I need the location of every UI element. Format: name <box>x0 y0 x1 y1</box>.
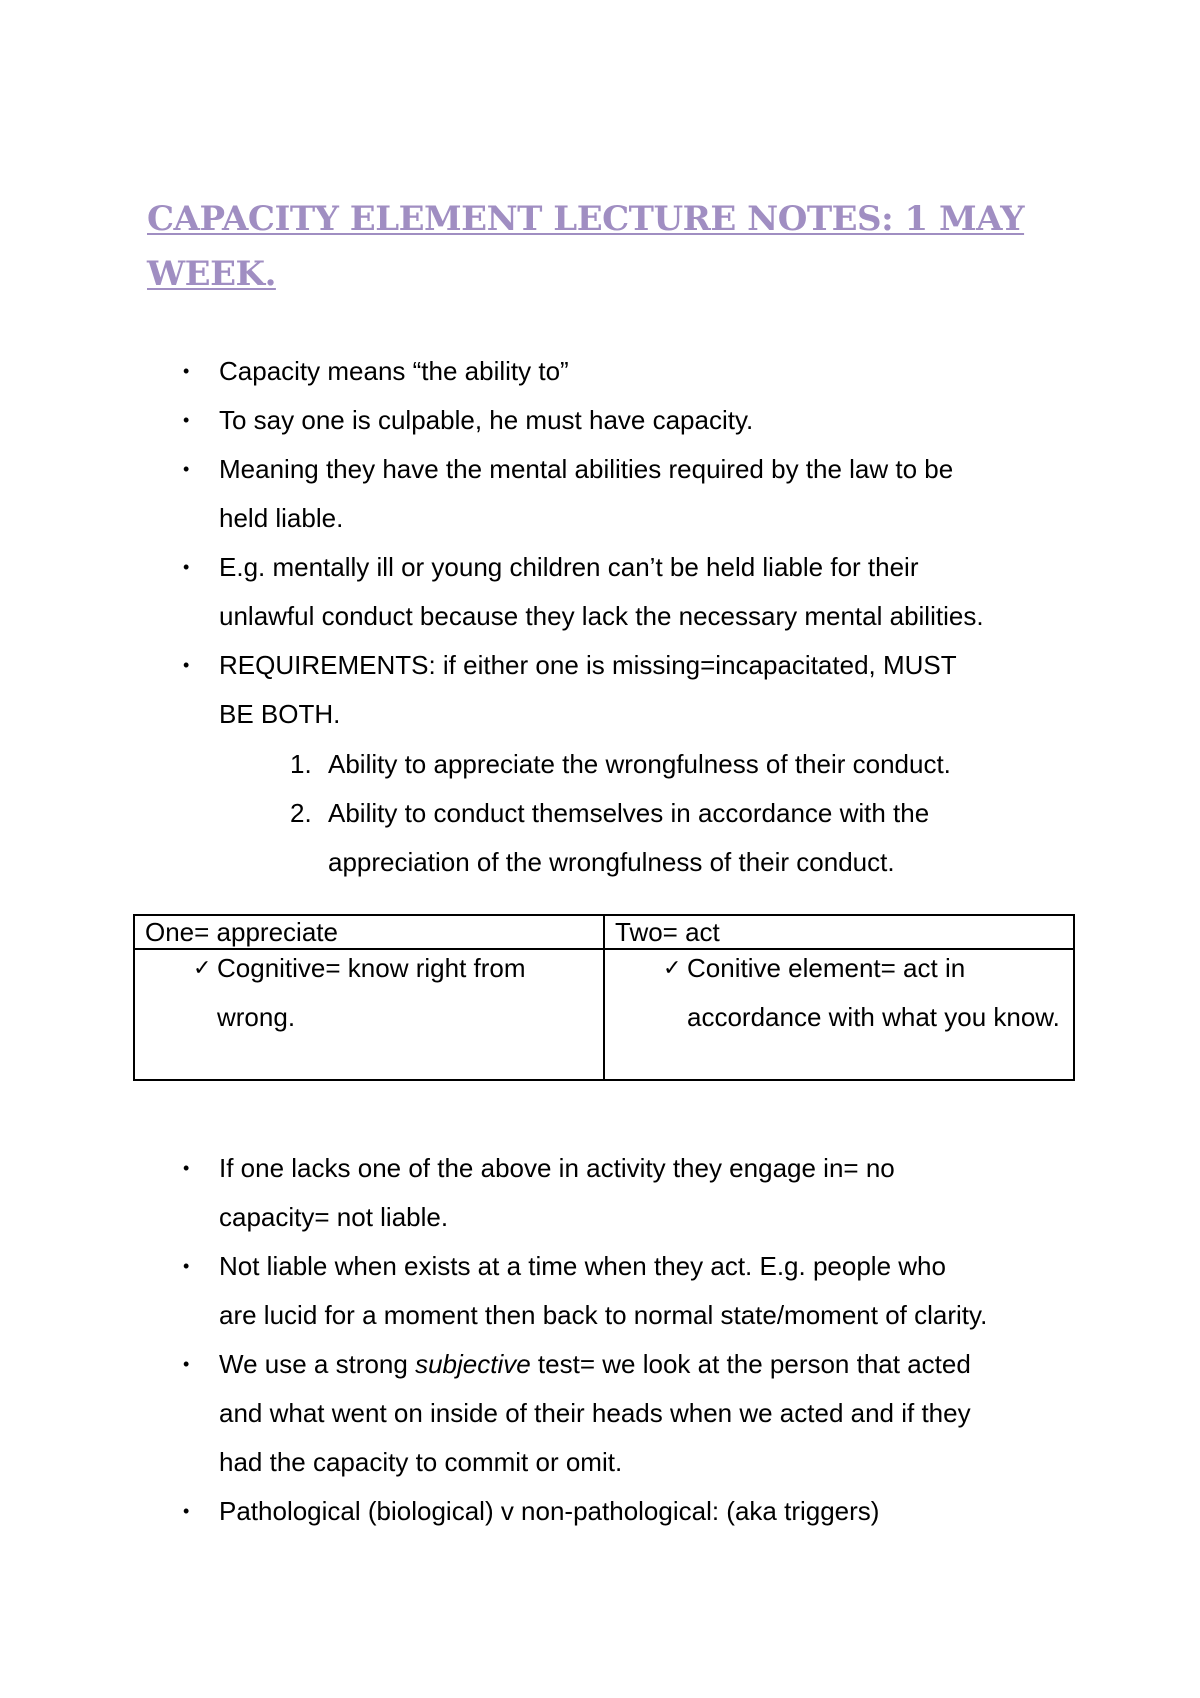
bullet-icon: • <box>183 655 190 675</box>
list-item <box>183 1144 987 1242</box>
requirement-text: Ability to appreciate the wrongfulness of their conduct. <box>328 749 951 779</box>
list-item <box>183 641 984 739</box>
bullet-text: To say one is culpable, he must have capacity. <box>219 405 754 435</box>
bullet-text-continued: had the capacity to commit or omit. <box>219 1447 623 1477</box>
capacity-table <box>133 914 1075 1081</box>
bullet-text-continued: are lucid for a moment then back to normal state/moment of clarity. <box>219 1300 988 1330</box>
table-header-act: Two= act <box>604 915 1074 949</box>
requirement-item <box>290 740 951 789</box>
table-cell-cognitive <box>134 949 604 1080</box>
bullet-text-continued: capacity= not liable. <box>219 1202 449 1232</box>
table-header-appreciate: One= appreciate <box>134 915 604 949</box>
cell-text: Conitive element= act in accordance with what you know. <box>687 953 1060 1032</box>
bullet-text-continued: and what went on inside of their heads when we acted and if they <box>219 1398 971 1428</box>
bullet-text: Meaning they have the mental abilities required by the law to be <box>219 454 954 484</box>
check-item <box>145 944 593 1042</box>
table-cell-conitive <box>604 949 1074 1080</box>
bullet-text-continued: held liable. <box>219 503 344 533</box>
bullet-text: E.g. mentally ill or young children can’t be held liable for their <box>219 552 919 582</box>
bullet-text: Pathological (biological) v non-pathological: (aka triggers) <box>219 1496 880 1526</box>
requirements-list <box>290 740 951 887</box>
bullet-text: If one lacks one of the above in activity they engage in= no <box>219 1153 895 1183</box>
cell-text: Cognitive= know right from wrong. <box>217 953 526 1032</box>
requirement-text-continued: appreciation of the wrongfulness of their conduct. <box>328 847 895 877</box>
check-item <box>615 944 1063 1042</box>
list-item <box>183 445 984 543</box>
list-number: 2. <box>290 798 312 828</box>
bullet-icon: • <box>183 410 190 430</box>
bullet-icon: • <box>183 557 190 577</box>
bullet-icon: • <box>183 1501 190 1521</box>
bullet-text: Not liable when exists at a time when they act. E.g. people who <box>219 1251 946 1281</box>
requirement-item <box>290 789 951 887</box>
list-item <box>183 543 984 641</box>
list-item <box>183 1487 987 1536</box>
bullet-icon: • <box>183 361 190 381</box>
list-item <box>183 1340 987 1487</box>
list-item <box>183 1242 987 1340</box>
bullet-text-continued: unlawful conduct because they lack the necessary mental abilities. <box>219 601 984 631</box>
bullet-text: Capacity means “the ability to” <box>219 356 569 386</box>
requirement-text: Ability to conduct themselves in accordance with the <box>328 798 930 828</box>
bullet-icon: • <box>183 459 190 479</box>
bullet-icon: • <box>183 1158 190 1178</box>
emphasis-subjective: subjective <box>415 1349 531 1379</box>
bullet-list-intro <box>183 347 984 739</box>
bullet-text: REQUIREMENTS: if either one is missing=incapacitated, MUST <box>219 650 957 680</box>
list-item <box>183 396 984 445</box>
bullet-text-rest: test= we look at the person that acted <box>530 1349 971 1379</box>
table-row <box>134 949 1074 1080</box>
list-number: 1. <box>290 749 312 779</box>
page-title: CAPACITY ELEMENT LECTURE NOTES: 1 MAY WEEK. <box>147 199 1025 294</box>
checkmark-icon: ✓ <box>663 956 682 981</box>
bullet-icon: • <box>183 1354 190 1374</box>
checkmark-icon: ✓ <box>193 956 212 981</box>
list-item <box>183 347 984 396</box>
bullet-list-followup <box>183 1144 987 1536</box>
bullet-text: We use a strong <box>219 1349 416 1379</box>
bullet-icon: • <box>183 1256 190 1276</box>
bullet-text-continued: BE BOTH. <box>219 699 341 729</box>
